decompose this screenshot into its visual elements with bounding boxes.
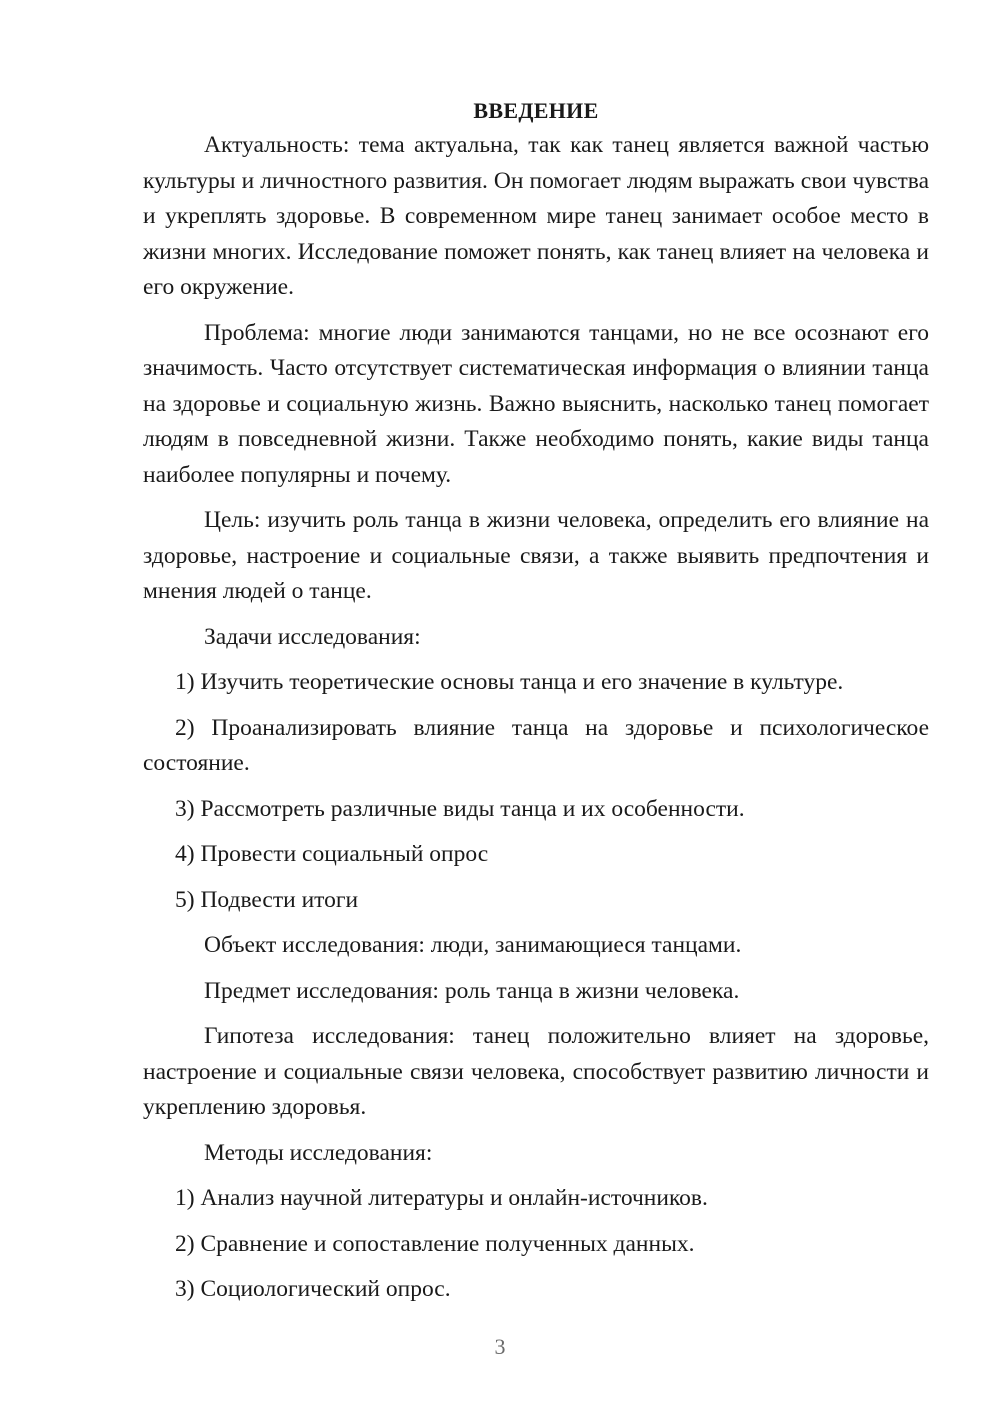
task-item: 5) Подвести итоги [175,886,359,913]
methods-heading: Методы исследования: [204,1139,433,1166]
page-number: 3 [494,1334,506,1359]
research-hypothesis: Гипотеза исследования: танец положительно влияет на здоровье, настроение и социальные связи человека, способствует развитию личности и укреплению здоровья. [143,1023,929,1120]
task-item: 4) Провести социальный опрос [175,841,489,867]
relevance-paragraph: Актуальность: тема актуальна, так как танец является важной частью культуры и личностного развития. Он помогает людям выражать свои чувства и укреплять здоровье. В современном мире танец занимает особое место в жизни многих. Исследование поможет понять, как танец влияет на человека и его окружение. [143,132,929,300]
goal-paragraph: Цель: изучить роль танца в жизни человека, определить его влияние на здоровье, настроение и социальные связи, а также выявить предпочтения и мнения людей о танце. [143,507,929,604]
page-content [143,93,929,1318]
research-subject: Предмет исследования: роль танца в жизни человека. [204,977,740,1004]
task-item: 3) Рассмотреть различные виды танца и их особенности. [175,795,745,822]
method-item: 1) Анализ научной литературы и онлайн-источников. [175,1185,708,1211]
page-title: ВВЕДЕНИЕ [473,98,599,123]
research-object: Объект исследования: люди, занимающиеся танцами. [204,932,742,958]
method-item: 2) Сравнение и сопоставление полученных данных. [175,1230,695,1257]
method-item: 3) Социологический опрос. [175,1276,451,1302]
problem-paragraph: Проблема: многие люди занимаются танцами, но не все осознают его значимость. Часто отсутствует систематическая информация о влиянии танца на здоровье и социальную жизнь. Важно выяснить, насколько танец помогает людям в повседневной жизни. Также необходимо понять, какие виды танца наиболее популярны и почему. [143,319,929,488]
tasks-heading: Задачи исследования: [204,623,421,650]
task-item: 2) Проанализировать влияние танца на здоровье и психологическое состояние. [143,714,929,776]
task-item: 1) Изучить теоретические основы танца и его значение в культуре. [175,669,844,695]
